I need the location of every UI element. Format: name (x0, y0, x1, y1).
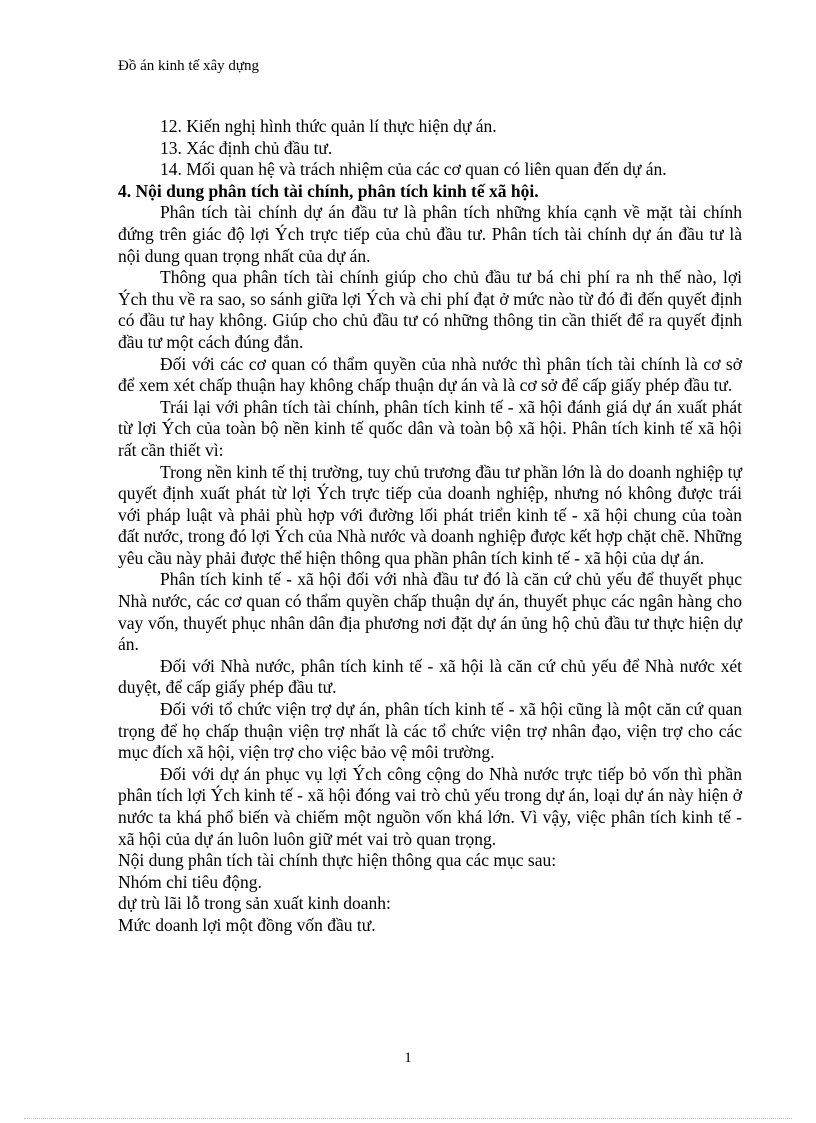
paragraph: Đối với Nhà nước, phân tích kinh tế - xã hội là căn cứ chủ yếu để Nhà nước xét duyệt, để cấp giấy phép đầu tư. (118, 655, 742, 698)
paragraph: Phân tích tài chính dự án đầu tư là phân tích những khía cạnh về mặt tài chính đứng trên giác độ lợi Ých trực tiếp của chủ đầu tư. Phân tích tài chính dự án đầu tư là nội dung quan trọng nhất của dự án. (118, 202, 742, 266)
paragraph: Đối với tổ chức viện trợ dự án, phân tích kinh tế - xã hội cũng là một căn cứ quan trọng để họ chấp thuận viện trợ nhất là các tổ chức viện trợ nhân đạo, viện trợ cho các mục đích xã hội, viện trợ cho việc bảo vệ môi trường. (118, 699, 742, 763)
list-item: 14. Mối quan hệ và trách nhiệm của các cơ quan có liên quan đến dự án. (160, 159, 667, 180)
running-header: Đồ án kinh tế xây dựng (118, 58, 260, 74)
closing-line: dự trù lãi lỗ trong sản xuất kinh doanh: (118, 893, 391, 914)
closing-line: Mức doanh lợi một đồng vốn đầu tư. (118, 914, 376, 935)
document-body (118, 116, 742, 937)
paragraph: Trong nền kinh tế thị trường, tuy chủ trương đầu tư phần lớn là do doanh nghiệp tự quyết định xuất phát từ lợi Ých trực tiếp của doanh nghiệp, nhưng nó không được trái với pháp luật và phải phù hợp với đường lối phát triển kinh tế - xã hội chung của toàn đất nước, trong đó lợi Ých của Nhà nước và doanh nghiệp được kết hợp chặt chẽ. Những yêu cầu này phải được thể hiện thông qua phần phân tích kinh tế - xã hội của dự án. (118, 461, 742, 568)
page-bottom-divider (24, 1118, 792, 1119)
paragraph: Thông qua phân tích tài chính giúp cho chủ đầu tư bá chi phí ra nh thế nào, lợi Ých thu về ra sao, so sánh giữa lợi Ých và chi phí đạt ở mức nào từ đó đi đến quyết định có đầu tư hay không. Giúp cho chủ đầu tư có những thông tin cần thiết để ra quyết định đầu tư một cách đúng đắn. (118, 267, 742, 352)
paragraph: Trái lại với phân tích tài chính, phân tích kinh tế - xã hội đánh giá dự án xuất phát từ lợi Ých của toàn bộ nền kinh tế quốc dân và toàn bộ xã hội. Phân tích kinh tế xã hội rất cần thiết vì: (118, 396, 742, 460)
paragraph: Đối với dự án phục vụ lợi Ých công cộng do Nhà nước trực tiếp bỏ vốn thì phần phân tích lợi Ých kinh tế - xã hội đóng vai trò chủ yếu trong dự án, loại dự án này hiện ở nước ta khá phổ biến và chiếm một nguồn vốn khá lớn. Vì vậy, việc phân tích kinh tế - xã hội của dự án luôn luôn giữ mét vai trò quan trọng. (118, 763, 742, 849)
list-item: 13. Xác định chủ đầu tư. (160, 137, 333, 158)
closing-line: Nhóm chỉ tiêu động. (118, 871, 262, 892)
section-heading: 4. Nội dung phân tích tài chính, phân tích kinh tế xã hội. (118, 180, 539, 201)
page-number: 1 (404, 1050, 412, 1066)
paragraph: Phân tích kinh tế - xã hội đối với nhà đầu tư đó là căn cứ chủ yếu để thuyết phục Nhà nước, các cơ quan có thẩm quyền chấp thuận dự án, thuyết phục các ngân hàng cho vay vốn, thuyết phục nhân dân địa phương nơi đặt dự án ủng hộ chủ đầu tư thực hiện dự án. (118, 569, 742, 655)
closing-line: Nội dung phân tích tài chính thực hiện thông qua các mục sau: (118, 850, 557, 871)
paragraph: Đối với các cơ quan có thẩm quyền của nhà nước thì phân tích tài chính là cơ sở để xem xét chấp thuận hay không chấp thuận dự án và là cơ sở để cấp giấy phép đầu tư. (118, 353, 742, 396)
list-item: 12. Kiến nghị hình thức quản lí thực hiện dự án. (160, 116, 497, 136)
